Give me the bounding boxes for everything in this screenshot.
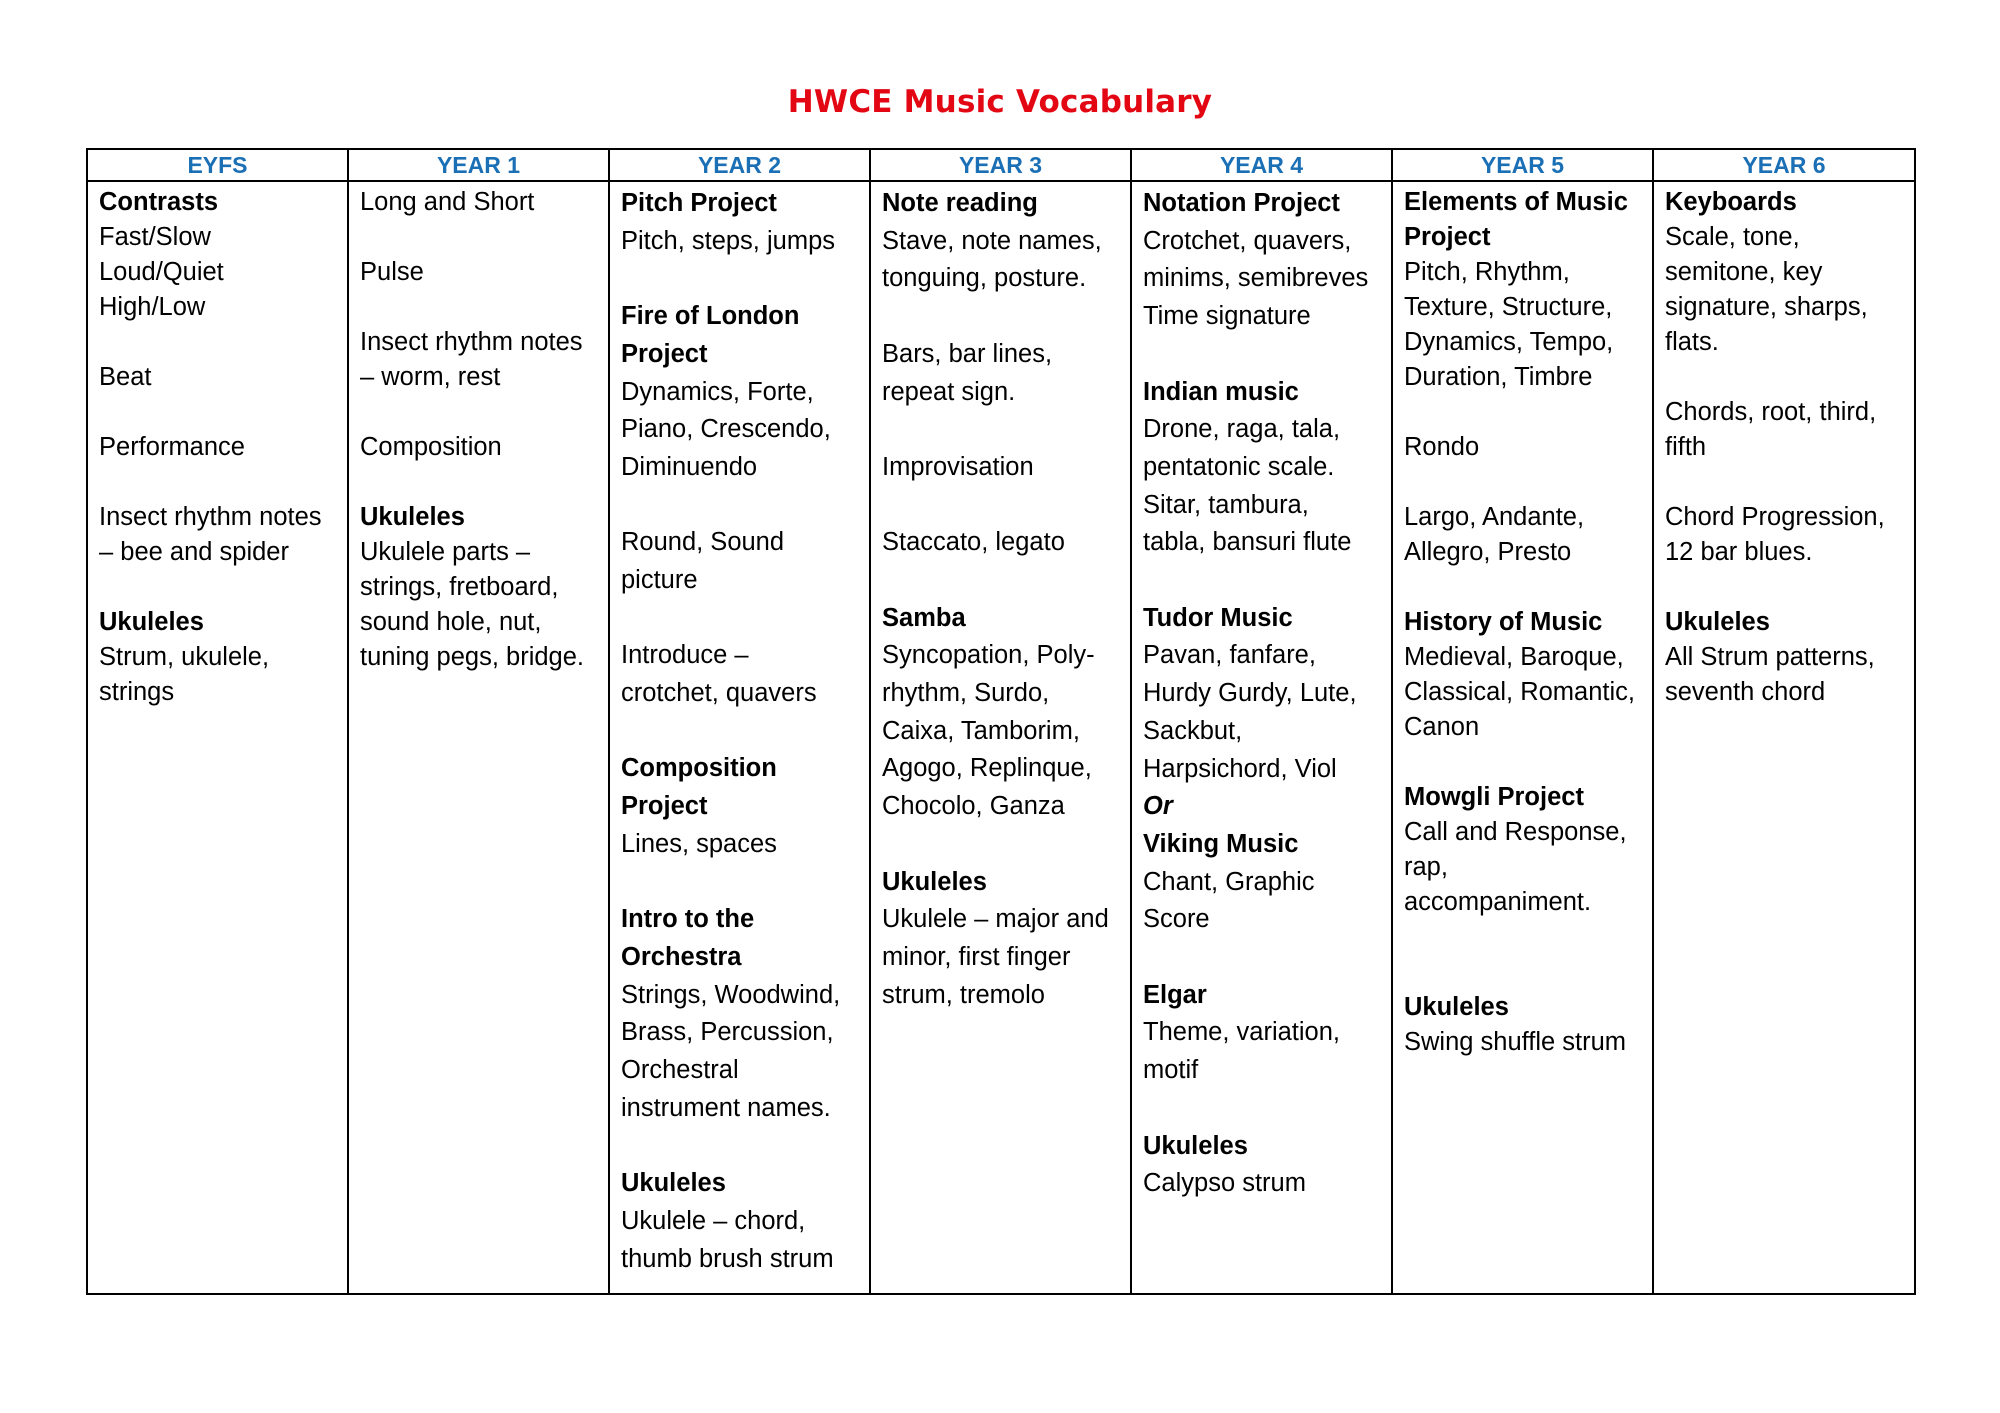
blank-line: [1404, 920, 1641, 955]
vocabulary-line: Strings, Woodwind,: [621, 980, 841, 1009]
vocabulary-line: Time signature: [1143, 302, 1311, 331]
blank-line: [360, 220, 597, 255]
vocabulary-line: Diminuendo: [621, 452, 758, 481]
blank-line: [1665, 465, 1903, 500]
vocabulary-line: Strum, ukulele,: [99, 643, 270, 671]
vocabulary-line: Swing shuffle strum: [1404, 1028, 1627, 1056]
vocabulary-line: accompaniment.: [1404, 888, 1592, 916]
vocabulary-line: Introduce –: [621, 641, 749, 670]
vocabulary-line: tonguing, posture.: [882, 264, 1087, 293]
topic-heading: Tudor Music: [1143, 603, 1293, 632]
vocabulary-line: Stave, note names,: [882, 226, 1102, 255]
topic-heading: Mowgli Project: [1404, 783, 1584, 811]
vocabulary-line: fifth: [1665, 433, 1707, 461]
vocabulary-line: Insect rhythm notes: [360, 328, 583, 356]
blank-line: [621, 1128, 858, 1166]
topic-heading: Fire of London: [621, 302, 800, 331]
topic-heading: Project: [621, 339, 708, 368]
vocabulary-line: Lines, spaces: [621, 829, 777, 858]
column-header-year-6: YEAR 6: [1653, 149, 1915, 181]
blank-line: [621, 487, 858, 525]
vocabulary-line: Agogo, Replinque,: [882, 754, 1092, 783]
vocabulary-line: Performance: [99, 433, 245, 461]
vocabulary-line: instrument names.: [621, 1093, 831, 1122]
vocabulary-line: Canon: [1404, 713, 1480, 741]
blank-line: [1143, 562, 1380, 600]
blank-line: [882, 487, 1119, 525]
vocabulary-line: Syncopation, Poly-: [882, 641, 1095, 670]
vocabulary-line: Round, Sound: [621, 528, 785, 557]
cell-year-3: [870, 181, 1131, 1294]
blank-line: [621, 864, 858, 902]
vocabulary-line: tabla, bansuri flute: [1143, 528, 1352, 557]
blank-line: [99, 325, 336, 360]
blank-line: [1665, 570, 1903, 605]
blank-line: [621, 600, 858, 638]
vocabulary-line: pentatonic scale.: [1143, 452, 1335, 481]
vocabulary-line: crotchet, quavers: [621, 679, 817, 708]
blank-line: [1404, 955, 1641, 990]
vocabulary-line: Fast/Slow: [99, 223, 211, 251]
vocabulary-line: Theme, variation,: [1143, 1018, 1341, 1047]
topic-heading: Ukuleles: [1143, 1131, 1248, 1160]
topic-heading: Pitch Project: [621, 189, 777, 217]
vocabulary-line: Chocolo, Ganza: [882, 792, 1065, 821]
blank-line: [99, 465, 336, 500]
blank-line: [1404, 745, 1641, 780]
vocabulary-line: Ukulele – major and: [882, 905, 1109, 934]
vocabulary-line: Chant, Graphic: [1143, 867, 1315, 896]
vocabulary-line: Dynamics, Tempo,: [1404, 328, 1614, 356]
vocabulary-line: Harpsichord, Viol: [1143, 754, 1337, 783]
vocabulary-line: All Strum patterns,: [1665, 643, 1875, 671]
vocabulary-line: repeat sign.: [882, 377, 1016, 406]
cell-eyfs: [87, 181, 348, 1294]
vocabulary-line: 12 bar blues.: [1665, 538, 1813, 566]
vocabulary-line: Ukulele – chord,: [621, 1206, 806, 1235]
vocabulary-line: Pitch, Rhythm,: [1404, 258, 1570, 286]
topic-heading: Ukuleles: [882, 867, 987, 896]
content-row: [87, 181, 1915, 1294]
topic-heading: Viking Music: [1143, 829, 1299, 858]
vocabulary-line: strum, tremolo: [882, 980, 1045, 1009]
topic-heading: Samba: [882, 603, 966, 632]
topic-heading: Notation Project: [1143, 189, 1340, 217]
topic-heading: Project: [1404, 223, 1491, 251]
column-header-year-2: YEAR 2: [609, 149, 870, 181]
vocabulary-line: Insect rhythm notes: [99, 503, 322, 531]
vocabulary-line: Improvisation: [882, 452, 1034, 481]
blank-line: [882, 298, 1119, 336]
column-header-eyfs: EYFS: [87, 149, 348, 181]
topic-heading: Elements of Music: [1404, 188, 1628, 216]
vocabulary-line: Sackbut,: [1143, 716, 1243, 745]
vocabulary-line: minims, semibreves: [1143, 264, 1369, 293]
vocabulary-line: Piano, Crescendo,: [621, 415, 831, 444]
vocabulary-line: seventh chord: [1665, 678, 1826, 706]
vocabulary-line: Hurdy Gurdy, Lute,: [1143, 679, 1357, 708]
topic-heading: Orchestra: [621, 942, 742, 971]
topic-heading: Note reading: [882, 189, 1038, 217]
blank-line: [882, 826, 1119, 864]
topic-heading: Ukuleles: [621, 1169, 726, 1198]
column-header-year-4: YEAR 4: [1131, 149, 1392, 181]
vocabulary-line: picture: [621, 566, 698, 594]
column-header-year-1: YEAR 1: [348, 149, 609, 181]
blank-line: [99, 570, 336, 605]
vocabulary-line: strings, fretboard,: [360, 573, 559, 601]
vocabulary-line: – worm, rest: [360, 363, 501, 391]
vocabulary-line: Brass, Percussion,: [621, 1018, 834, 1047]
blank-line: [621, 260, 858, 298]
vocabulary-line: Orchestral: [621, 1056, 739, 1085]
blank-line: [882, 562, 1119, 600]
cell-year-6: [1653, 181, 1915, 1294]
page-title: HWCE Music Vocabulary: [787, 84, 1213, 120]
vocabulary-line: Long and Short: [360, 188, 535, 216]
vocabulary-line: Rondo: [1404, 433, 1480, 461]
vocabulary-line: Beat: [99, 363, 152, 391]
blank-line: [1143, 1090, 1380, 1128]
vocabulary-line: thumb brush strum: [621, 1244, 834, 1273]
blank-line: [1665, 360, 1903, 395]
topic-heading: Ukuleles: [99, 608, 204, 636]
vocabulary-line: motif: [1143, 1056, 1199, 1085]
vocabulary-line: tuning pegs, bridge.: [360, 643, 584, 671]
topic-heading: Keyboards: [1665, 188, 1797, 216]
cell-year-5: [1392, 181, 1653, 1294]
vocabulary-line: Sitar, tambura,: [1143, 490, 1309, 519]
vocabulary-line: Staccato, legato: [882, 528, 1065, 557]
topic-heading: Composition: [621, 754, 777, 783]
vocabulary-line: Duration, Timbre: [1404, 363, 1593, 391]
blank-line: [882, 411, 1119, 449]
topic-heading: Ukuleles: [360, 503, 465, 531]
blank-line: [1404, 570, 1641, 605]
vocabulary-line: High/Low: [99, 293, 206, 321]
blank-line: [1143, 336, 1380, 374]
vocabulary-line: sound hole, nut,: [360, 608, 542, 636]
vocabulary-line: signature, sharps,: [1665, 293, 1868, 321]
vocabulary-line: strings: [99, 678, 175, 706]
vocabulary-line: Composition: [360, 433, 502, 461]
vocabulary-line: Texture, Structure,: [1404, 293, 1613, 321]
vocabulary-line: Calypso strum: [1143, 1169, 1306, 1198]
vocabulary-line: Pulse: [360, 258, 424, 286]
vocabulary-line: flats.: [1665, 328, 1719, 356]
topic-heading: Indian music: [1143, 377, 1299, 406]
column-header-year-5: YEAR 5: [1392, 149, 1653, 181]
vocabulary-line: semitone, key: [1665, 258, 1823, 286]
topic-heading: Ukuleles: [1404, 993, 1509, 1021]
vocabulary-line: Scale, tone,: [1665, 223, 1800, 251]
vocabulary-line: Medieval, Baroque,: [1404, 643, 1624, 671]
vocabulary-line: Caixa, Tamborim,: [882, 716, 1080, 745]
vocabulary-line: Bars, bar lines,: [882, 339, 1053, 368]
topic-heading: Or: [1143, 792, 1173, 821]
topic-heading: Ukuleles: [1665, 608, 1770, 636]
vocabulary-line: Dynamics, Forte,: [621, 377, 814, 406]
cell-year-2: [609, 181, 870, 1294]
vocabulary-line: Loud/Quiet: [99, 258, 224, 286]
topic-heading: Intro to the: [621, 905, 755, 934]
blank-line: [99, 395, 336, 430]
vocabulary-line: Score: [1143, 905, 1210, 934]
blank-line: [1404, 465, 1641, 500]
vocabulary-line: minor, first finger: [882, 942, 1071, 971]
vocabulary-line: Largo, Andante,: [1404, 503, 1585, 531]
blank-line: [1143, 939, 1380, 977]
blank-line: [360, 290, 597, 325]
vocabulary-line: Chords, root, third,: [1665, 398, 1877, 426]
blank-line: [360, 465, 597, 500]
topic-heading: History of Music: [1404, 608, 1603, 636]
topic-heading: Elgar: [1143, 980, 1207, 1009]
vocabulary-line: Classical, Romantic,: [1404, 678, 1635, 706]
vocabulary-line: Allegro, Presto: [1404, 538, 1572, 566]
vocabulary-line: Crotchet, quavers,: [1143, 226, 1352, 255]
blank-line: [1404, 395, 1641, 430]
header-row: [87, 149, 1915, 181]
topic-heading: Project: [621, 792, 708, 821]
vocabulary-line: Drone, raga, tala,: [1143, 415, 1341, 444]
vocabulary-line: Call and Response,: [1404, 818, 1627, 846]
blank-line: [360, 395, 597, 430]
column-header-year-3: YEAR 3: [870, 149, 1131, 181]
blank-line: [621, 713, 858, 751]
vocabulary-line: Pitch, steps, jumps: [621, 226, 835, 255]
vocabulary-line: – bee and spider: [99, 538, 289, 566]
vocabulary-line: Chord Progression,: [1665, 503, 1885, 531]
vocabulary-table: [86, 148, 1916, 1295]
topic-heading: Contrasts: [99, 188, 219, 216]
cell-year-1: [348, 181, 609, 1294]
vocabulary-line: rap,: [1404, 853, 1448, 881]
vocabulary-line: Ukulele parts –: [360, 538, 531, 566]
cell-year-4: [1131, 181, 1392, 1294]
vocabulary-line: Pavan, fanfare,: [1143, 641, 1316, 670]
vocabulary-line: rhythm, Surdo,: [882, 679, 1050, 708]
